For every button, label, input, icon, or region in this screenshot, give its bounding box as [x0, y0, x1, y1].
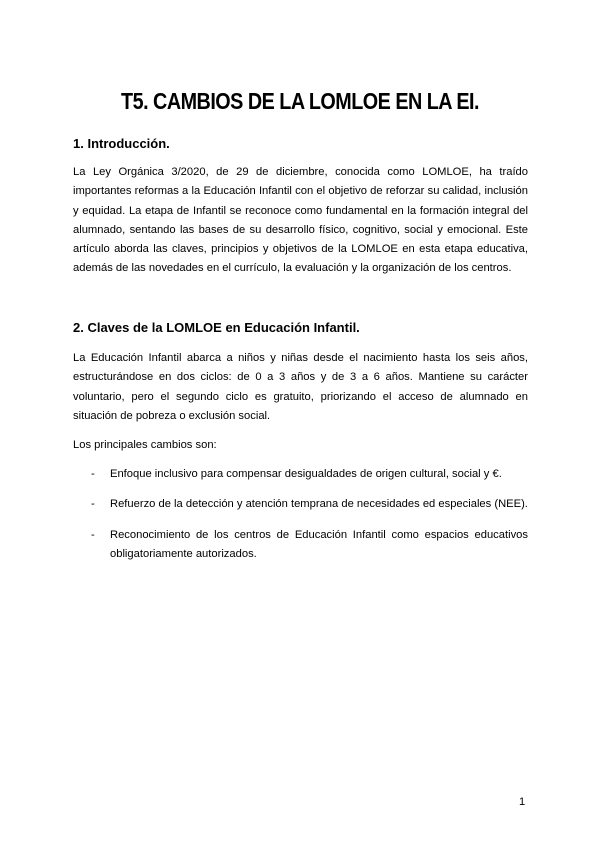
changes-list — [73, 465, 528, 575]
claves-paragraph: La Educación Infantil abarca a niños y niñas desde el nacimiento hasta los seis años, estructurándose en dos ciclos: de 0 a 3 años y de 3 a 6 años. Mantiene su carácter voluntario, pero el segundo ciclo es gratuito, priorizando el acceso de alumnado en situación de pobreza o exclusión social. — [73, 352, 528, 422]
bullet-dash: - — [91, 468, 95, 480]
intro-paragraph: La Ley Orgánica 3/2020, de 29 de diciembre, conocida como LOMLOE, ha traído importantes reformas a la Educación Infantil con el objetivo de reforzar su calidad, inclusión y equidad. La etapa de Infantil se reconoce como fundamental en la formación integral del alumnado, sentando las bases de su desarrollo físico, cognitivo, social y emocional. Este artículo aborda las claves, principios y objetivos de la LOMLOE en esta etapa educativa, además de las novedades en el currículo, la evaluación y la organización de los centros. — [73, 166, 528, 275]
list-item-text: Reconocimiento de los centros de Educación Infantil como espacios educativos obligatoriamente autorizados. — [110, 528, 528, 560]
page-number: 1 — [519, 796, 526, 808]
document-title: T5. CAMBIOS DE LA LOMLOE EN LA EI. — [121, 88, 479, 114]
section-heading-introduccion: 1. Introducción. — [73, 136, 170, 151]
bullet-dash: - — [91, 498, 95, 511]
changes-lead-text: Los principales cambios son: — [73, 439, 217, 451]
list-item — [73, 495, 528, 514]
section-heading-claves: 2. Claves de la LOMLOE en Educación Infantil. — [73, 320, 360, 335]
bullet-dash: - — [91, 528, 95, 541]
list-item-text: Refuerzo de la detección y atención temprana de necesidades ed especiales (NEE). — [110, 498, 528, 511]
list-item — [73, 465, 528, 484]
list-item-text: Enfoque inclusivo para compensar desigualdades de origen cultural, social y €. — [110, 468, 502, 480]
list-item — [73, 526, 528, 565]
